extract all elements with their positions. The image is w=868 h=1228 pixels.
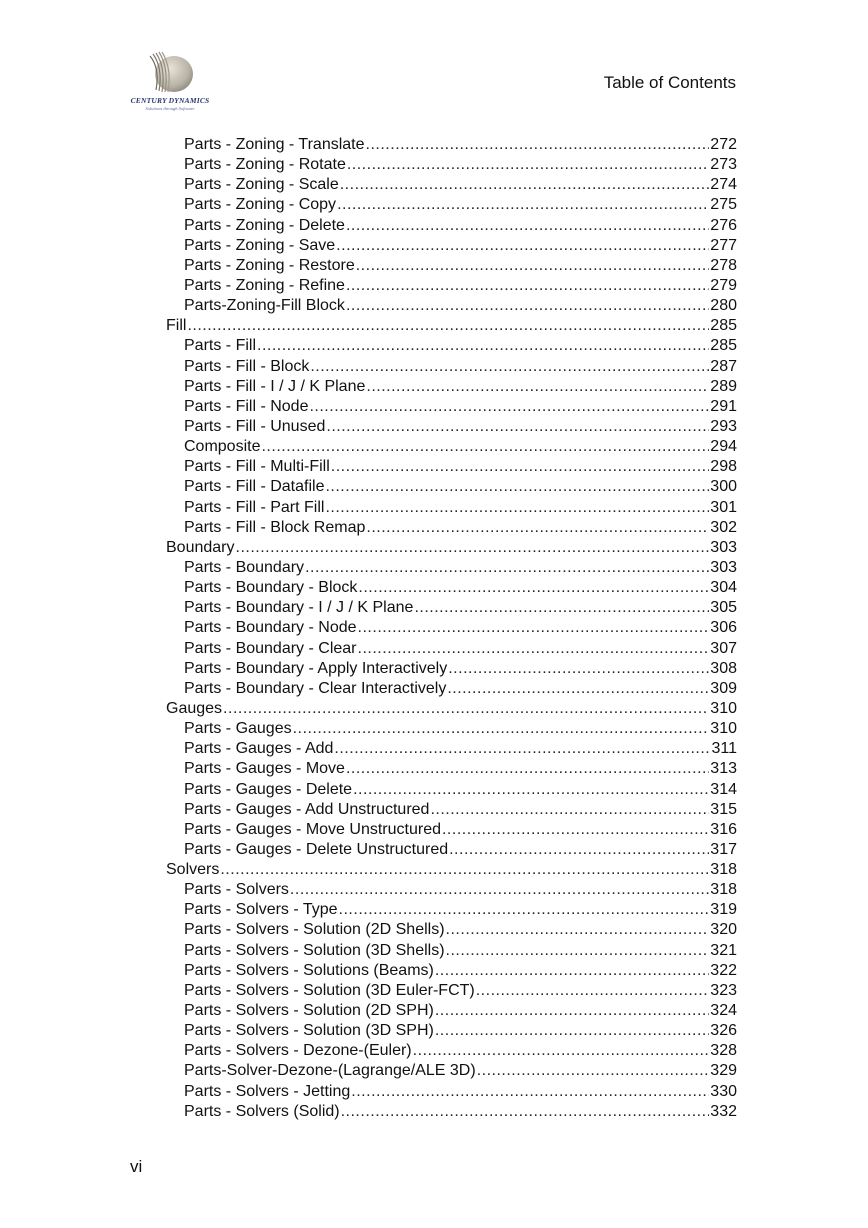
toc-entry[interactable] — [166, 981, 737, 1001]
toc-entry-page: 324 — [710, 1002, 737, 1020]
toc-entry-page: 303 — [710, 538, 737, 556]
toc-dot-leader — [346, 296, 709, 316]
toc-entry-page: 330 — [710, 1082, 737, 1100]
toc-dot-leader — [366, 135, 710, 155]
toc-entry[interactable] — [166, 236, 737, 256]
toc-dot-leader — [447, 679, 709, 699]
toc-dot-leader — [293, 719, 710, 739]
toc-entry-page: 315 — [710, 800, 737, 818]
toc-entry-page: 317 — [710, 840, 737, 858]
toc-entry-title: Composite — [184, 438, 261, 456]
toc-dot-leader — [442, 820, 709, 840]
toc-entry-title: Parts - Boundary - Clear — [184, 639, 357, 657]
toc-entry-page: 308 — [710, 659, 737, 677]
toc-entry-title: Parts - Fill - Block — [184, 357, 310, 375]
toc-dot-leader — [351, 1082, 709, 1102]
toc-entry[interactable] — [166, 1102, 737, 1122]
toc-entry-title: Parts - Solvers - Type — [184, 901, 338, 919]
toc-entry-page: 311 — [711, 740, 737, 758]
toc-entry-page: 280 — [710, 297, 737, 315]
toc-dot-leader — [413, 1041, 710, 1061]
toc-entry[interactable] — [166, 900, 737, 920]
toc-dot-leader — [236, 538, 710, 558]
toc-dot-leader — [325, 498, 709, 518]
toc-entry-page: 316 — [710, 820, 737, 838]
toc-entry-page: 302 — [710, 518, 737, 536]
century-dynamics-logo — [128, 50, 212, 116]
logo-tagline: Solutions through Software — [145, 106, 195, 111]
toc-entry[interactable] — [166, 457, 737, 477]
toc-entry-title: Parts - Fill - Datafile — [184, 478, 325, 496]
toc-entry-page: 332 — [710, 1102, 737, 1120]
toc-dot-leader — [336, 236, 709, 256]
toc-entry-title: Parts - Zoning - Restore — [184, 256, 355, 274]
toc-dot-leader — [337, 195, 709, 215]
toc-dot-leader — [435, 1021, 709, 1041]
toc-entry-page: 275 — [710, 196, 737, 214]
toc-dot-leader — [356, 256, 710, 276]
toc-entry-title: Parts - Solvers - Solution (3D Euler-FCT) — [184, 981, 475, 999]
toc-dot-leader — [326, 417, 709, 437]
toc-section-entry[interactable] — [166, 538, 737, 558]
toc-entry-title: Parts - Boundary - Apply Interactively — [184, 659, 448, 677]
toc-entry-page: 323 — [710, 981, 737, 999]
toc-entry-title: Parts - Boundary - Node — [184, 619, 357, 637]
toc-dot-leader — [257, 336, 709, 356]
toc-entry-title: Parts - Fill - Node — [184, 397, 309, 415]
toc-entry[interactable] — [166, 1001, 737, 1021]
toc-entry-title: Parts - Solvers - Jetting — [184, 1082, 351, 1100]
toc-dot-leader — [358, 639, 710, 659]
toc-entry-page: 304 — [710, 579, 737, 597]
toc-dot-leader — [435, 961, 709, 981]
toc-dot-leader — [346, 216, 709, 236]
toc-entry-title: Parts - Gauges - Move — [184, 760, 345, 778]
toc-entry-title: Parts - Zoning - Translate — [184, 136, 365, 153]
toc-entry[interactable] — [166, 276, 737, 296]
toc-dot-leader — [310, 357, 709, 377]
toc-entry-page: 313 — [710, 760, 737, 778]
toc-entry-title: Parts-Zoning-Fill Block — [184, 297, 345, 315]
toc-entry-page: 306 — [710, 619, 737, 637]
toc-entry-title: Parts - Gauges - Move Unstructured — [184, 820, 441, 838]
toc-entry-title: Parts - Zoning - Refine — [184, 276, 345, 294]
toc-entry[interactable] — [166, 1061, 737, 1081]
toc-entry-page: 322 — [710, 961, 737, 979]
toc-dot-leader — [353, 780, 709, 800]
toc-entry-page: 309 — [710, 679, 737, 697]
toc-dot-leader — [414, 598, 709, 618]
toc-entry-page: 329 — [710, 1062, 737, 1080]
toc-entry[interactable] — [166, 598, 737, 618]
toc-entry[interactable] — [166, 800, 737, 820]
toc-entry-title: Parts - Solvers - Solution (3D SPH) — [184, 1022, 434, 1040]
toc-entry[interactable] — [166, 820, 737, 840]
toc-dot-leader — [358, 578, 709, 598]
toc-entry[interactable] — [166, 195, 737, 215]
toc-entry-title: Parts - Gauges — [184, 720, 292, 738]
toc-entry[interactable] — [166, 216, 737, 236]
toc-dot-leader — [430, 800, 709, 820]
toc-entry[interactable] — [166, 679, 737, 699]
toc-entry-page: 274 — [710, 176, 737, 194]
toc-dot-leader — [346, 759, 709, 779]
toc-entry-page: 285 — [710, 337, 737, 355]
toc-entry-title: Gauges — [166, 699, 223, 717]
toc-entry-page: 293 — [710, 417, 737, 435]
toc-entry[interactable] — [166, 558, 737, 578]
toc-entry-title: Parts - Fill - I / J / K Plane — [184, 377, 366, 395]
toc-entry-title: Parts - Solvers - Dezone-(Euler) — [184, 1042, 412, 1060]
toc-dot-leader — [340, 175, 710, 195]
toc-dot-leader — [290, 880, 709, 900]
toc-entry-page: 303 — [710, 558, 737, 576]
toc-entry[interactable] — [166, 437, 737, 457]
toc-entry-page: 298 — [710, 458, 737, 476]
toc-entry[interactable] — [166, 397, 737, 417]
toc-dot-leader — [305, 558, 709, 578]
toc-entry-page: 318 — [710, 881, 737, 899]
toc-entry[interactable] — [166, 719, 737, 739]
toc-entry-title: Solvers — [166, 861, 220, 879]
toc-section-entry[interactable] — [166, 860, 737, 880]
toc-dot-leader — [358, 618, 710, 638]
toc-dot-leader — [347, 155, 709, 175]
toc-entry-page: 310 — [710, 720, 737, 738]
logo-globe-icon — [144, 50, 196, 94]
toc-dot-leader — [220, 860, 709, 880]
toc-entry[interactable] — [166, 357, 737, 377]
toc-dot-leader — [446, 941, 710, 961]
toc-entry[interactable] — [166, 941, 737, 961]
toc-entry[interactable] — [166, 498, 737, 518]
toc-dot-leader — [187, 316, 709, 336]
toc-entry[interactable] — [166, 639, 737, 659]
toc-entry[interactable] — [166, 135, 737, 155]
toc-entry-title: Parts - Fill - Part Fill — [184, 498, 325, 516]
toc-entry-title: Parts - Zoning - Save — [184, 236, 336, 254]
toc-entry-page: 300 — [710, 478, 737, 496]
toc-entry[interactable] — [166, 618, 737, 638]
toc-entry[interactable] — [166, 920, 737, 940]
toc-entry-page: 301 — [710, 498, 737, 516]
toc-entry-page: 273 — [710, 156, 737, 174]
toc-entry-page: 279 — [710, 276, 737, 294]
toc-entry[interactable] — [166, 961, 737, 981]
toc-dot-leader — [339, 900, 710, 920]
toc-dot-leader — [341, 1102, 710, 1122]
toc-entry-title: Parts - Fill - Unused — [184, 417, 326, 435]
table-of-contents — [166, 135, 737, 1122]
toc-entry-title: Parts-Solver-Dezone-(Lagrange/ALE 3D) — [184, 1062, 476, 1080]
toc-entry-page: 314 — [710, 780, 737, 798]
toc-entry-page: 294 — [710, 438, 737, 456]
toc-entry-page: 319 — [710, 901, 737, 919]
toc-entry[interactable] — [166, 336, 737, 356]
toc-entry-title: Parts - Gauges - Add Unstructured — [184, 800, 430, 818]
toc-entry-title: Parts - Gauges - Delete — [184, 780, 353, 798]
toc-dot-leader — [309, 397, 709, 417]
toc-entry-title: Parts - Solvers - Solutions (Beams) — [184, 961, 434, 979]
toc-entry[interactable] — [166, 175, 737, 195]
toc-entry[interactable] — [166, 1021, 737, 1041]
toc-entry[interactable] — [166, 840, 737, 860]
toc-entry-title: Parts - Solvers (Solid) — [184, 1102, 340, 1120]
toc-entry-title: Parts - Solvers - Solution (2D SPH) — [184, 1002, 434, 1020]
toc-entry-title: Parts - Boundary - Clear Interactively — [184, 679, 447, 697]
toc-entry-page: 277 — [710, 236, 737, 254]
toc-entry-title: Parts - Gauges - Add — [184, 740, 334, 758]
toc-entry-title: Fill — [166, 317, 187, 335]
toc-entry[interactable] — [166, 1082, 737, 1102]
toc-entry-page: 321 — [710, 941, 737, 959]
toc-dot-leader — [477, 1061, 710, 1081]
toc-entry-title: Parts - Fill - Multi-Fill — [184, 458, 330, 476]
toc-entry-title: Parts - Fill — [184, 337, 256, 355]
toc-dot-leader — [435, 1001, 709, 1021]
toc-entry-title: Parts - Solvers - Solution (2D Shells) — [184, 921, 445, 939]
toc-dot-leader — [366, 518, 709, 538]
toc-entry[interactable] — [166, 780, 737, 800]
toc-entry[interactable] — [166, 417, 737, 437]
toc-entry-page: 276 — [710, 216, 737, 234]
logo-name: CENTURY DYNAMICS — [130, 96, 210, 105]
toc-entry-page: 320 — [710, 921, 737, 939]
toc-entry-page: 307 — [710, 639, 737, 657]
toc-dot-leader — [223, 699, 709, 719]
toc-entry[interactable] — [166, 759, 737, 779]
toc-entry-title: Parts - Zoning - Scale — [184, 176, 339, 194]
toc-entry-title: Boundary — [166, 538, 235, 556]
page-number: vi — [130, 1157, 143, 1176]
toc-entry-page: 310 — [710, 699, 737, 717]
toc-dot-leader — [261, 437, 709, 457]
toc-entry-title: Parts - Boundary - Block — [184, 579, 358, 597]
toc-entry[interactable] — [166, 578, 737, 598]
toc-dot-leader — [476, 981, 710, 1001]
toc-dot-leader — [331, 457, 710, 477]
toc-entry[interactable] — [166, 518, 737, 538]
toc-entry-title: Parts - Fill - Block Remap — [184, 518, 366, 536]
toc-entry[interactable] — [166, 880, 737, 900]
toc-dot-leader — [334, 739, 710, 759]
toc-entry-page: 328 — [710, 1042, 737, 1060]
toc-entry[interactable] — [166, 155, 737, 175]
toc-entry-title: Parts - Boundary - I / J / K Plane — [184, 599, 414, 617]
toc-dot-leader — [325, 477, 709, 497]
toc-entry-page: 326 — [710, 1022, 737, 1040]
toc-section-entry[interactable] — [166, 699, 737, 719]
toc-entry-page: 305 — [710, 599, 737, 617]
toc-entry[interactable] — [166, 377, 737, 397]
toc-dot-leader — [449, 840, 709, 860]
toc-entry[interactable] — [166, 1041, 737, 1061]
toc-entry[interactable] — [166, 659, 737, 679]
toc-section-entry[interactable] — [166, 316, 737, 336]
toc-entry-page: 287 — [710, 357, 737, 375]
toc-entry-title: Parts - Zoning - Rotate — [184, 156, 346, 174]
toc-entry-page: 318 — [710, 861, 737, 879]
toc-entry-page: 278 — [710, 256, 737, 274]
toc-dot-leader — [366, 377, 709, 397]
toc-dot-leader — [448, 659, 709, 679]
toc-entry-title: Parts - Zoning - Copy — [184, 196, 337, 214]
toc-entry[interactable] — [166, 256, 737, 276]
toc-entry-title: Parts - Gauges - Delete Unstructured — [184, 840, 449, 858]
page-header-title: Table of Contents — [603, 73, 736, 92]
toc-entry-title: Parts - Zoning - Delete — [184, 216, 345, 234]
toc-entry-title: Parts - Solvers — [184, 881, 289, 899]
toc-entry-title: Parts - Solvers - Solution (3D Shells) — [184, 941, 445, 959]
toc-entry[interactable] — [166, 739, 737, 759]
toc-entry[interactable] — [166, 477, 737, 497]
toc-entry-page: 291 — [710, 397, 737, 415]
toc-entry-page: 272 — [710, 136, 737, 153]
toc-dot-leader — [446, 920, 710, 940]
toc-entry-page: 285 — [710, 317, 737, 335]
toc-entry[interactable] — [166, 296, 737, 316]
toc-entry-title: Parts - Boundary — [184, 558, 305, 576]
toc-dot-leader — [346, 276, 709, 296]
toc-entry-page: 289 — [710, 377, 737, 395]
